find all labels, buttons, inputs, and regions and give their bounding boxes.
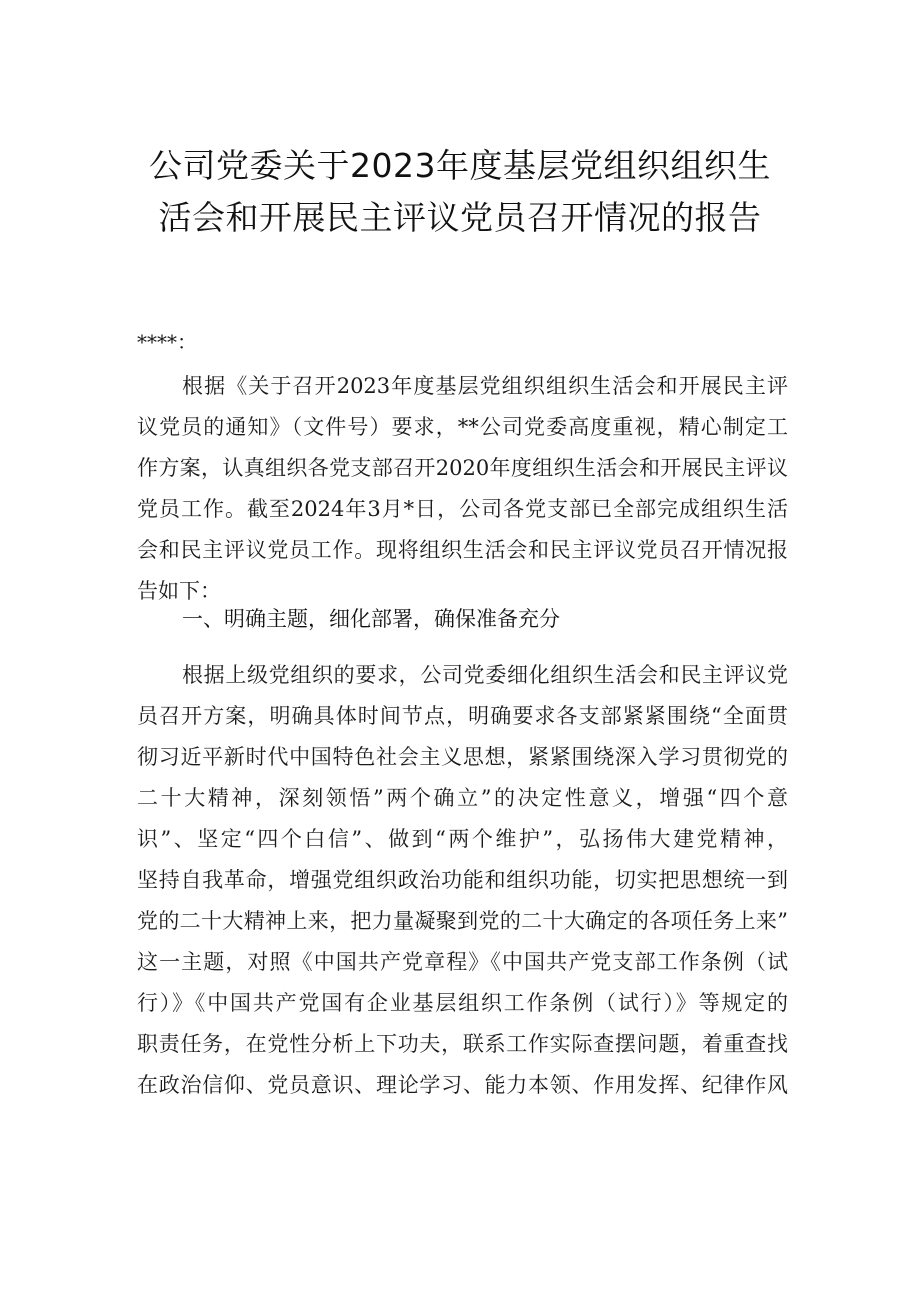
document-title-line-1: 公司党委关于2023年度基层党组织组织生 xyxy=(149,146,771,185)
paragraph-1-line: 告如下： xyxy=(137,579,221,603)
salutation: ****： xyxy=(137,330,197,354)
paragraph-1-line: 议党员的通知》（文件号）要求，**公司党委高度重视，精心制定工 xyxy=(137,415,788,439)
paragraph-2-line: 根据上级党组织的要求，公司党委细化组织生活会和民主评议党 xyxy=(182,663,788,687)
section-1-heading: 一、明确主题，细化部署，确保准备充分 xyxy=(182,607,560,631)
paragraph-1-line: 作方案，认真组织各党支部召开2020年度组织生活会和开展民主评议 xyxy=(137,456,788,480)
paragraph-2-line: 员召开方案，明确具体时间节点，明确要求各支部紧紧围绕“全面贯 xyxy=(137,704,788,728)
paragraph-2-line: 职责任务，在党性分析上下功夫，联系工作实际查摆问题，着重查找 xyxy=(137,1032,788,1056)
paragraph-1-line: 会和民主评议党员工作。现将组织生活会和民主评议党员召开情况报 xyxy=(137,538,788,562)
document-title-line-2: 活会和开展民主评议党员召开情况的报告 xyxy=(158,198,762,237)
paragraph-2-line: 这一主题，对照《中国共产党章程》《中国共产党支部工作条例（试 xyxy=(137,950,788,974)
paragraph-1-line: 根据《关于召开2023年度基层党组织组织生活会和开展民主评 xyxy=(182,374,788,398)
paragraph-2-line: 在政治信仰、党员意识、理论学习、能力本领、作用发挥、纪律作风 xyxy=(137,1073,788,1097)
paragraph-2-line: 坚持自我革命，增强党组织政治功能和组织功能，切实把思想统一到 xyxy=(137,868,788,892)
paragraph-1-line: 党员工作。截至2024年3月*日，公司各党支部已全部完成组织生活 xyxy=(137,497,788,521)
paragraph-2-line: 党的二十大精神上来，把力量凝聚到党的二十大确定的各项任务上来” xyxy=(137,909,788,933)
paragraph-2-line: 识”、坚定“四个白信”、做到“两个维护”，弘扬伟大建党精神， xyxy=(137,827,788,851)
paragraph-2-line: 行）》《中国共产党国有企业基层组织工作条例（试行）》等规定的 xyxy=(137,991,788,1015)
paragraph-2-line: 二十大精神，深刻领悟”两个确立”的决定性意义，增强“四个意 xyxy=(137,786,788,810)
paragraph-2-line: 彻习近平新时代中国特色社会主义思想，紧紧围绕深入学习贯彻党的 xyxy=(137,745,788,769)
